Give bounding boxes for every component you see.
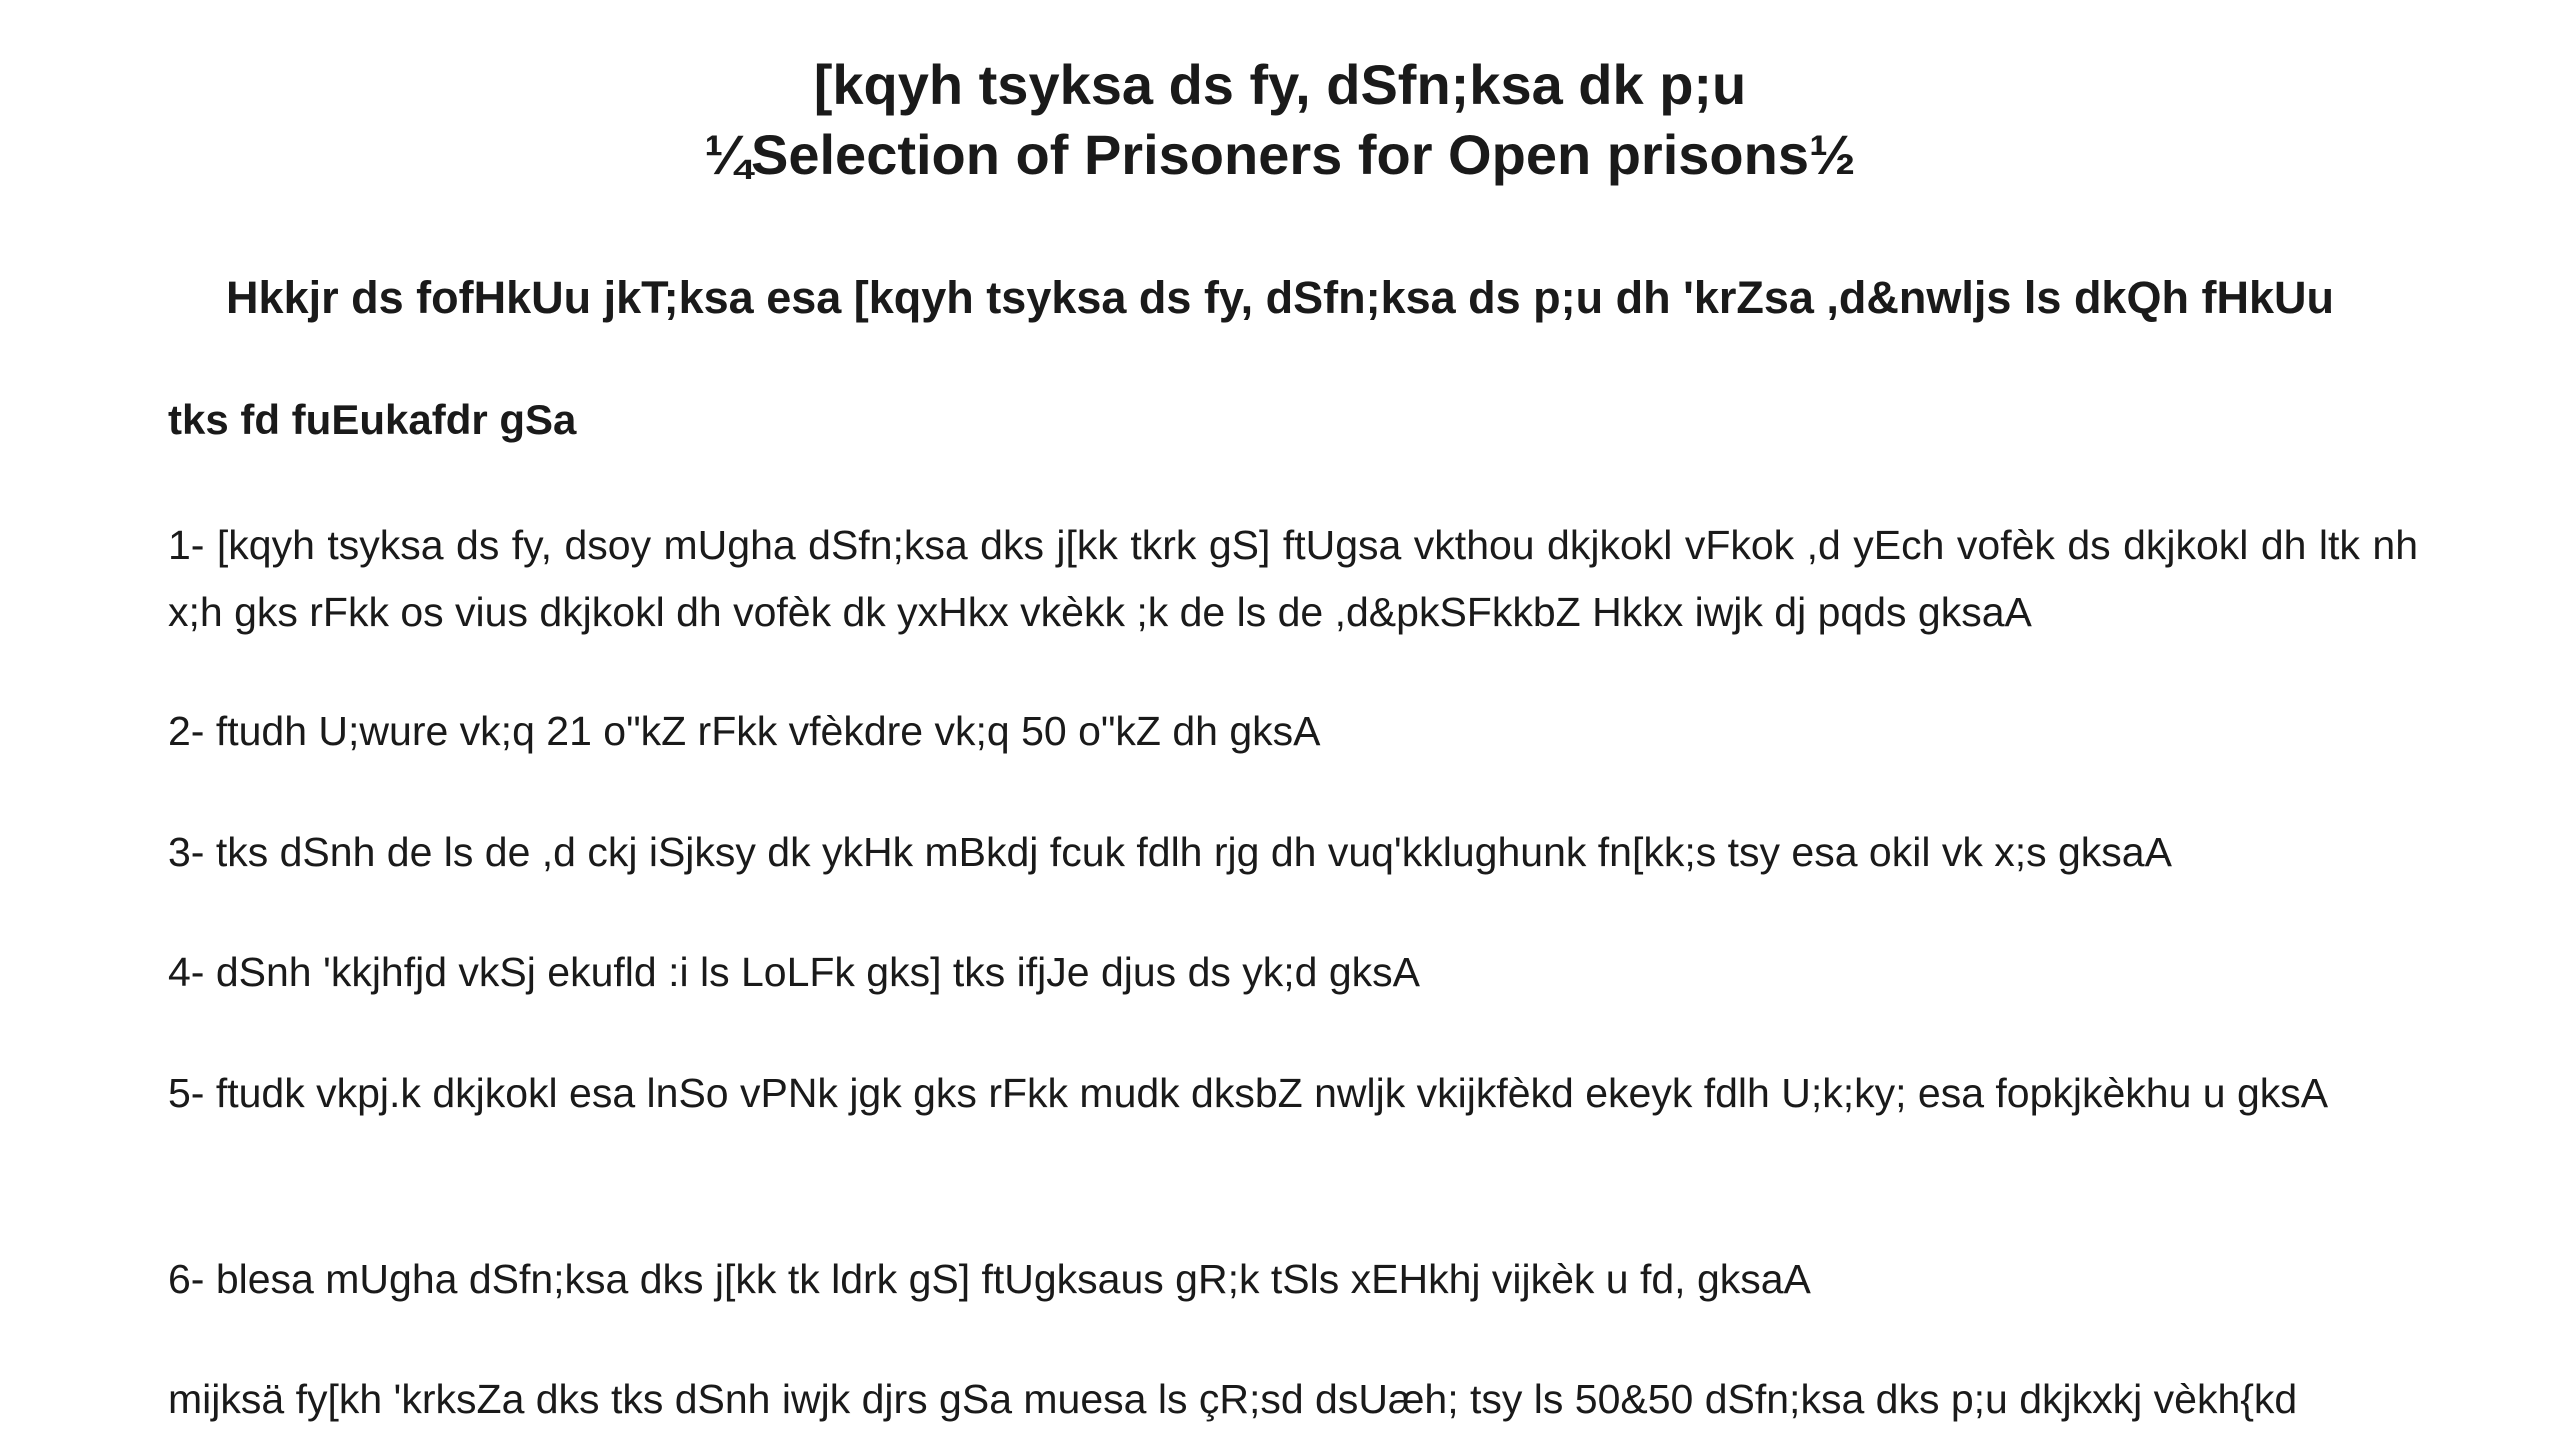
document-subtitle: Hkkjr ds fofHkUu jkT;ksa esa [kqyh tsyksa ds fy, dSfn;ksa ds p;u dh 'krZsa ,d&nwljs ls dkQh fHkUu — [226, 272, 2334, 323]
paragraph-5: 5- ftudk vkpj.k dkjkokl esa lnSo vPNk jgk gks rFkk mudk dksbZ nwljk vkijkfèkd ekeyk fdlh U;k;ky; esa fopkjkèkhu u gksA — [168, 1070, 2329, 1116]
paragraph-4: 4- dSnh 'kkjhfjd vkSj ekufld :i ls LoLFk gks] tks ifjJe djus ds yk;d gksA — [168, 949, 1421, 995]
lead-heading: tks fd fuEukafdr gSa — [168, 396, 577, 443]
title-line-hindi: [kqyh tsyksa ds fy, dSfn;ksa dk p;u — [813, 53, 1747, 116]
title-line-english: ¼Selection of Prisoners for Open prisons½ — [704, 123, 1856, 186]
paragraph-3: 3- tks dSnh de ls de ,d ckj iSjksy dk ykHk mBkdj fcuk fdlh rjg dh vuq'kklughunk fn[kk;s tsy esa okil vk x;s gksaA — [168, 829, 2172, 875]
document-title — [0, 50, 2560, 190]
paragraph-7: mijksä fy[kh 'krksZa dks tks dSnh iwjk djrs gSa muesa ls çR;sd dsUæh; tsy ls 50&50 dSfn;ksa dks p;u dkjkxkj vèkh{kd — [168, 1376, 2298, 1422]
paragraph-1: 1- [kqyh tsyksa ds fy, dsoy mUgha dSfn;ksa dks j[kk tkrk gS] ftUgsa vkthou dkjkokl vFkok ,d yEch vofèk ds dkjkokl dh ltk nh x;h gks rFkk os vius dkjkokl dh vofèk dk yxHkx vkèkk ;k de ls de ,d&pkSFkkbZ Hkkx iwjk dj pqds gksaA — [168, 522, 2418, 635]
paragraph-2: 2- ftudh U;wure vk;q 21 o"kZ rFkk vfèkdre vk;q 50 o"kZ dh gksA — [168, 708, 1321, 754]
paragraph-6: 6- blesa mUgha dSfn;ksa dks j[kk tk ldrk gS] ftUgksaus gR;k tSls xEHkhj vijkèk u fd, gksaA — [168, 1256, 1811, 1302]
